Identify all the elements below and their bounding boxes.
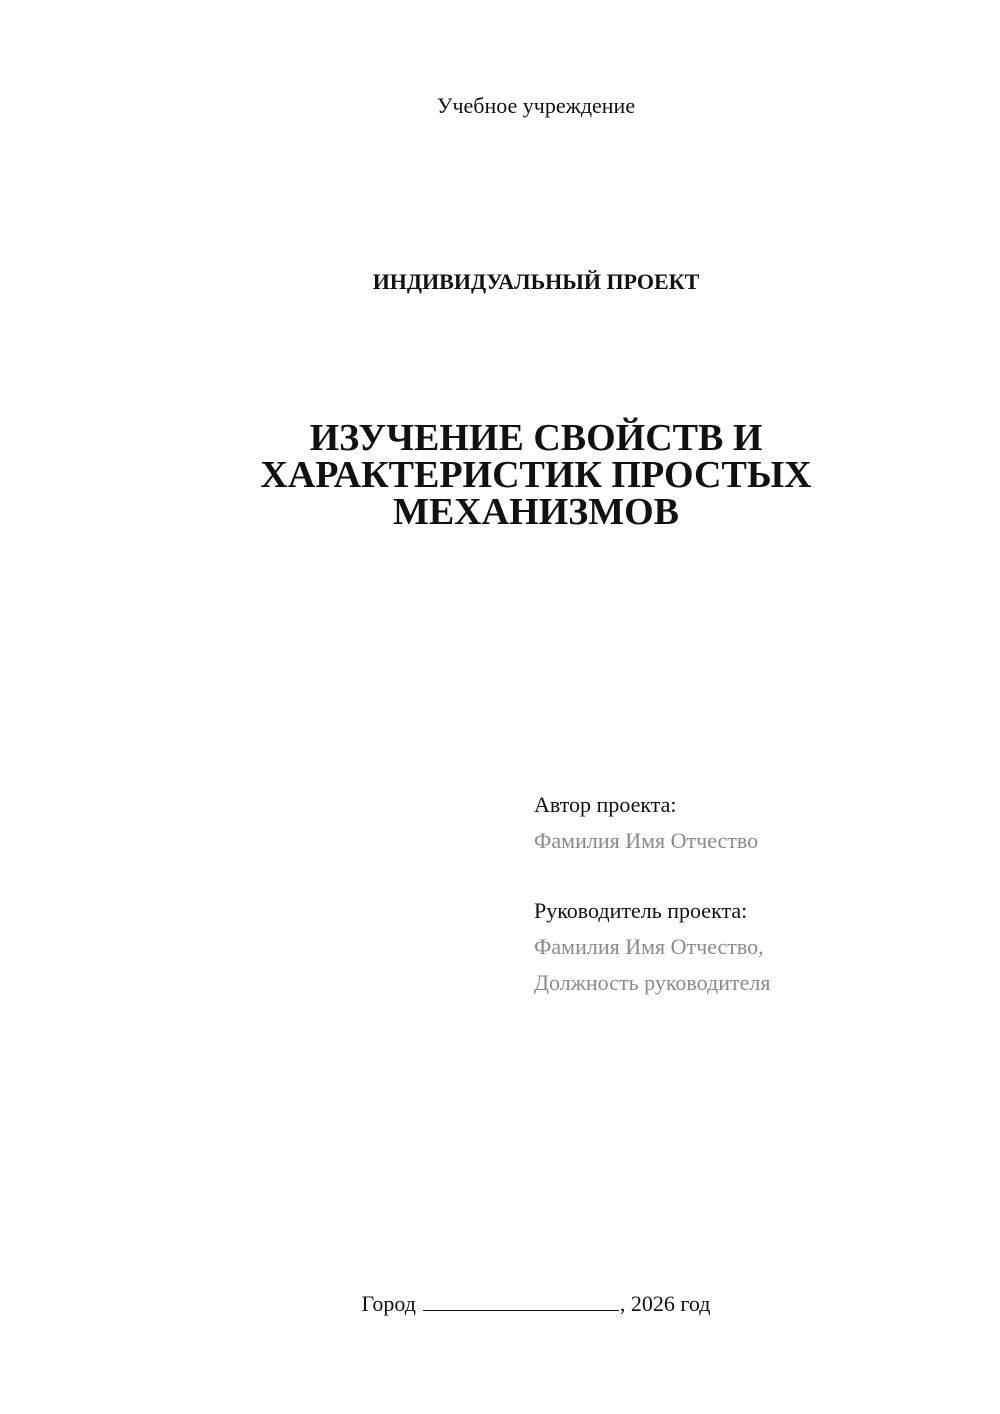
project-title xyxy=(0,417,1000,533)
institution-name: Учебное учреждение xyxy=(436,93,636,118)
document-type: ИНДИВИДУАЛЬНЫЙ ПРОЕКТ xyxy=(372,269,700,294)
year-text: , 2026 год xyxy=(619,1291,711,1316)
supervisor-label: Руководитель проекта: xyxy=(534,898,748,923)
project-title-line: ХАРАКТЕРИСТИК ПРОСТЫХ xyxy=(260,454,812,496)
supervisor-position: Должность руководителя xyxy=(534,970,771,995)
credits-spacer xyxy=(534,859,974,893)
city-blank-underline xyxy=(423,1290,619,1311)
project-title-line: МЕХАНИЗМОВ xyxy=(392,491,680,533)
city-label: Город xyxy=(361,1291,416,1316)
author-label: Автор проекта: xyxy=(534,792,677,817)
city-year-line xyxy=(0,1290,1000,1318)
credits-block xyxy=(534,787,974,1001)
author-name: Фамилия Имя Отчество xyxy=(534,828,759,853)
supervisor-name: Фамилия Имя Отчество, xyxy=(534,934,764,959)
project-title-line: ИЗУЧЕНИЕ СВОЙСТВ И xyxy=(309,417,763,459)
